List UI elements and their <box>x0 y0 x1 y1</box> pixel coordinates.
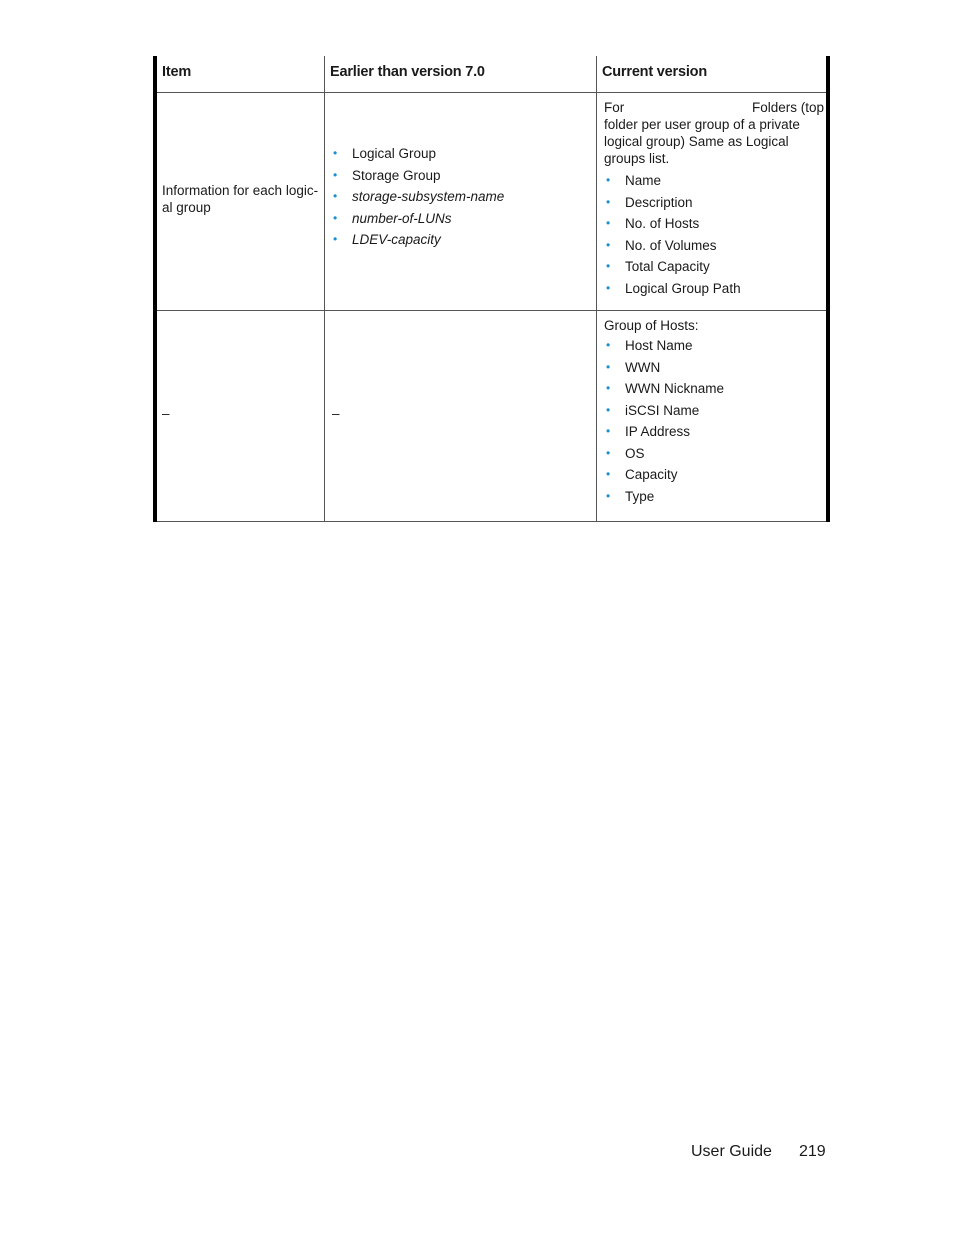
row1-intro-folders: Folders (top <box>752 100 825 115</box>
bullet-icon: • <box>333 189 338 203</box>
row1-earlier-cell <box>325 93 597 310</box>
list-item <box>604 400 724 422</box>
list-item-label: Capacity <box>625 467 678 482</box>
header-cell-earlier <box>325 56 597 92</box>
row1-intro-rest: folder per user group of a private logical group) Same as Logical groups list. <box>604 117 800 166</box>
row1-current-intro <box>604 99 824 167</box>
row1-item-text: Information for each logic- al group <box>162 183 319 215</box>
list-item <box>604 256 741 278</box>
bullet-icon: • <box>606 259 611 273</box>
header-earlier-version: Earlier than version 7.0 <box>330 64 485 80</box>
row2-earlier-cell <box>325 311 597 521</box>
list-item <box>604 464 724 486</box>
bullet-icon: • <box>606 338 611 352</box>
list-item <box>604 486 724 508</box>
list-item <box>604 443 724 465</box>
table-row <box>157 93 826 311</box>
list-item <box>331 143 504 165</box>
row1-item-cell <box>157 93 325 310</box>
list-item-label: No. of Hosts <box>625 216 700 231</box>
bullet-icon: • <box>606 488 611 503</box>
bullet-icon: • <box>606 216 611 230</box>
list-item <box>604 278 741 300</box>
list-item <box>604 170 741 192</box>
bullet-icon: • <box>606 467 611 481</box>
list-item-label: IP Address <box>625 424 691 439</box>
footer-guide-label: User Guide <box>691 1143 772 1160</box>
list-item-label: Logical Group <box>352 146 437 161</box>
row2-item-cell <box>157 311 325 521</box>
table-header-row <box>157 56 826 93</box>
row2-current-list <box>604 335 724 507</box>
list-item <box>604 213 741 235</box>
header-cell-current <box>597 56 826 92</box>
list-item <box>604 235 741 257</box>
row2-earlier-text: – <box>332 406 340 421</box>
bullet-icon: • <box>606 194 611 209</box>
bullet-icon: • <box>333 232 338 246</box>
table-row <box>157 311 826 522</box>
list-item-label: Type <box>625 488 655 504</box>
list-item-label: Total Capacity <box>625 259 710 274</box>
list-item-label: WWN <box>625 359 661 375</box>
list-item-label: iSCSI Name <box>625 402 700 418</box>
list-item-label: Name <box>625 173 662 188</box>
bullet-icon: • <box>333 167 338 182</box>
bullet-icon: • <box>606 424 611 438</box>
row2-current-cell <box>597 311 826 521</box>
list-item <box>331 208 504 230</box>
row1-current-list <box>604 170 741 299</box>
list-item-label: Logical Group Path <box>625 280 741 296</box>
bullet-icon: • <box>606 173 611 187</box>
header-current-version: Current version <box>602 64 707 80</box>
bullet-icon: • <box>606 359 611 374</box>
row1-current-cell <box>597 93 826 310</box>
list-item <box>604 192 741 214</box>
bullet-icon: • <box>606 381 611 395</box>
list-item-label: Description <box>625 194 693 210</box>
row1-earlier-list <box>331 143 504 251</box>
footer-page-number: 219 <box>799 1143 826 1160</box>
list-item-label: Storage Group <box>352 167 441 183</box>
bullet-icon: • <box>606 280 611 295</box>
list-item-label: Host Name <box>625 338 693 353</box>
list-item-label: storage-subsystem-name <box>352 189 505 204</box>
row2-item-text: – <box>162 406 170 421</box>
list-item-label: OS <box>625 445 645 461</box>
list-item <box>604 378 724 400</box>
row2-current-intro: Group of Hosts: <box>604 318 699 333</box>
list-item-label: LDEV-capacity <box>352 232 441 247</box>
list-item-label: number-of-LUNs <box>352 210 452 226</box>
list-item <box>604 421 724 443</box>
header-cell-item <box>157 56 325 92</box>
list-item <box>331 186 504 208</box>
list-item <box>331 165 504 187</box>
bullet-icon: • <box>333 146 338 160</box>
list-item-label: WWN Nickname <box>625 381 725 396</box>
data-table <box>153 56 830 522</box>
list-item <box>604 357 724 379</box>
bullet-icon: • <box>333 210 338 225</box>
bullet-icon: • <box>606 445 611 460</box>
bullet-icon: • <box>606 402 611 417</box>
list-item-label: No. of Volumes <box>625 237 717 253</box>
header-item: Item <box>162 64 192 80</box>
bullet-icon: • <box>606 237 611 252</box>
list-item <box>604 335 724 357</box>
row1-intro-for: For <box>604 100 625 115</box>
list-item <box>331 229 504 251</box>
